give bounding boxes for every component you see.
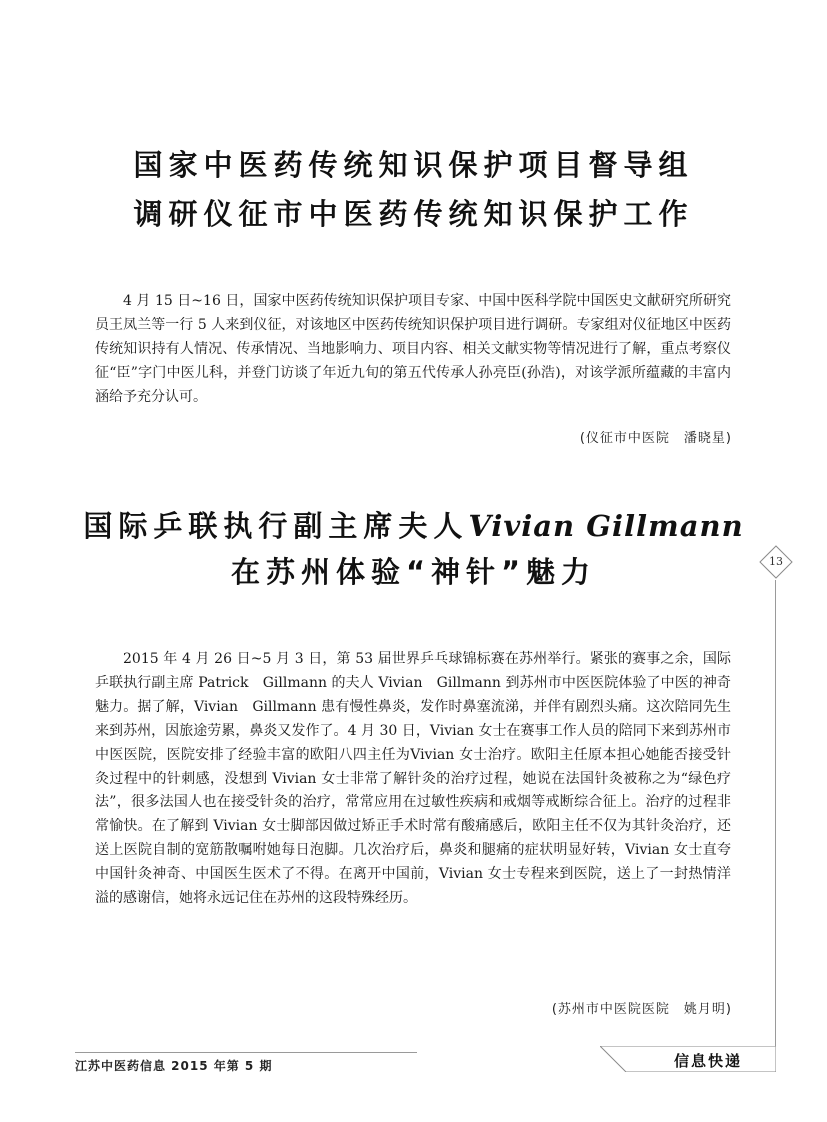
article1-body: [95, 290, 731, 410]
article1-title-line2: 调研仪征市中医药传统知识保护工作: [133, 197, 694, 231]
article1-title-line1: 国家中医药传统知识保护项目督导组: [133, 148, 694, 182]
section-label: 信息快递: [673, 1052, 742, 1070]
side-rule: [775, 580, 776, 1048]
article2-title-line2: 在苏州体验“神针”魅力: [230, 555, 597, 589]
article2-byline: (苏州市中医院医院 姚月明): [551, 1002, 732, 1017]
article1-byline: (仪征市中医院 潘晓星): [579, 431, 732, 446]
page-number: 13: [769, 555, 783, 568]
article2-body: [95, 648, 731, 911]
article2-paragraph: 2015 年 4 月 26 日~5 月 3 日，第 53 届世界乒乓球锦标赛在苏州举行。紧张的赛事之余，国际乒联执行副主席 Patrick Gillmann 的夫人 Vivian Gillmann 到苏州市中医医院体验了中医的神奇魅力。据了解，Vivian Gillmann 患有慢性鼻炎，发作时鼻塞流涕，并伴有剧烈头痛。这次陪同先生来到苏州，因旅途劳累，鼻炎又发作了。4 月 30 日，Vivian 女士在赛事工作人员的陪同下来到苏州市中医医院，医院安排了经验丰富的欧阳八四主任为Vivian 女士治疗。欧阳主任原本担心她能否接受针灸过程中的针刺感，没想到 Vivian 女士非常了解针灸的治疗过程，她说在法国针灸被称之为“绿色疗法”，很多法国人也在接受针灸的治疗，常常应用在过敏性疾病和戒烟等戒断综合征上。治疗的过程非常愉快。在了解到 Vivian 女士脚部因做过矫正手术时常有酸痛感后，欧阳主任不仅为其针灸治疗，还送上医院自制的宽筋散嘱咐她每日泡脚。几次治疗后，鼻炎和腿痛的症状明显好转，Vivian 女士直夸中国针灸神奇、中国医生医术了不得。在离开中国前，Vivian 女士专程来到医院，送上了一封热情洋溢的感谢信，她将永远记住在苏州的这段特殊经历。: [95, 651, 731, 907]
article1-paragraph: 4 月 15 日~16 日，国家中医药传统知识保护项目专家、中国中医科学院中国医史文献研究所研究员王凤兰等一行 5 人来到仪征，对该地区中医药传统知识保护项目进行调研。专家组对仪征地区中医药传统知识持有人情况、传承情况、当地影响力、项目内容、相关文献实物等情况进行了解，重点考察仪征“臣”字门中医儿科，并登门访谈了年近九旬的第五代传承人孙亮臣(孙浩)，对该学派所蕴藏的丰富内涵给予充分认可。: [95, 293, 731, 405]
article2-title-line1: [0, 509, 827, 543]
footer-publication: 江苏中医药信息 2015 年第 5 期: [75, 1059, 273, 1073]
footer-rule: [75, 1052, 417, 1053]
article2-title-cn: 国际乒联执行副主席夫人: [83, 509, 469, 543]
article2-title-latin: Vivian Gillmann: [468, 509, 744, 543]
